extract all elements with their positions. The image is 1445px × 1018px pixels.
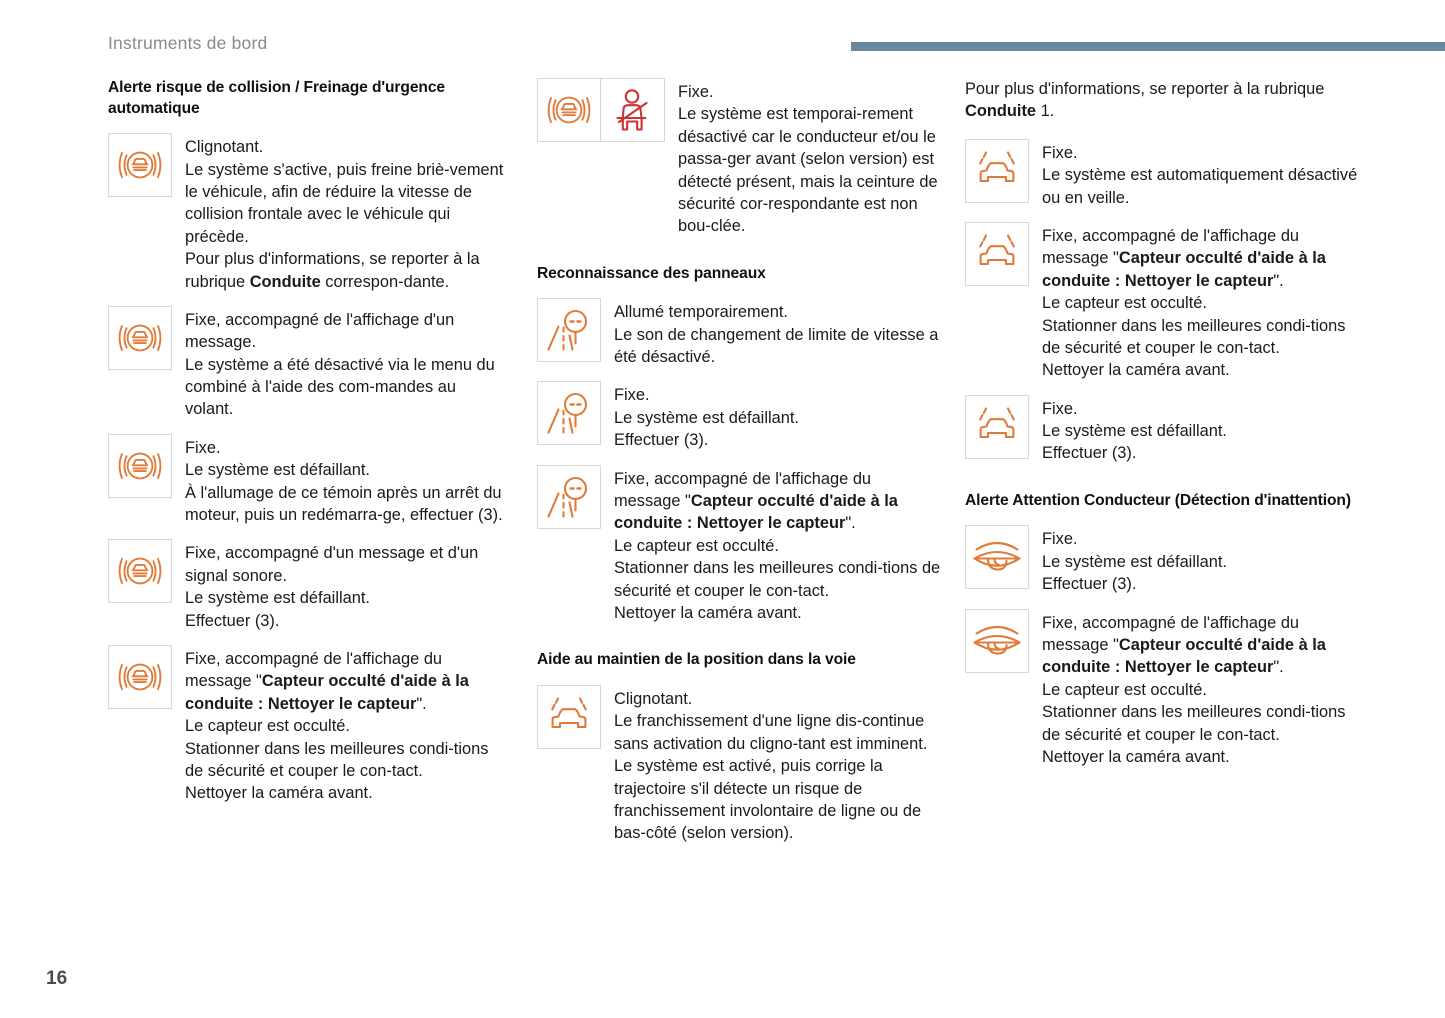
description-line: Le capteur est occulté. — [1042, 294, 1207, 313]
collision-warning-icon — [546, 87, 592, 133]
telltale-entry — [108, 645, 508, 805]
telltale-description — [614, 298, 941, 368]
lane-keeping-assist-icon-box — [965, 139, 1029, 203]
section-heading: Aide au maintien de la position dans la voie — [537, 651, 856, 669]
description-line: Nettoyer la caméra avant. — [185, 784, 373, 803]
telltale-entry — [537, 685, 941, 845]
description-line: Allumé temporairement. — [614, 303, 788, 322]
collision-warning-icon — [117, 315, 163, 361]
emphasised-message-text: Conduite — [249, 272, 321, 291]
description-line: Le système est défaillant. — [614, 408, 799, 427]
telltale-entry — [108, 306, 508, 421]
page-number: 16 — [46, 968, 68, 989]
telltale-entry — [965, 222, 1365, 382]
telltale-entry — [537, 465, 941, 625]
description-line: Le système est défaillant. — [185, 589, 370, 608]
telltale-description — [185, 434, 508, 527]
collision-warning-icon-box — [537, 78, 601, 142]
telltale-description — [185, 539, 508, 632]
description-line: Fixe. — [1042, 399, 1078, 418]
telltale-description — [1042, 395, 1365, 465]
description-line: Le système est temporai-rement désactivé car le conducteur et/ou le passa-ger avant (selon version) est détecté présent, mais la ceinture de sécurité cor-respondante est non bou-clée. — [678, 105, 938, 236]
description-line: Fixe. — [678, 83, 714, 101]
emphasised-message-text: Capteur occulté d'aide à la conduite : Nettoyer le capteur — [1042, 636, 1326, 677]
emphasised-message-text: Capteur occulté d'aide à la conduite : Nettoyer le capteur — [1042, 249, 1326, 290]
traffic-sign-recognition-icon-box — [537, 465, 601, 529]
section-heading: Reconnaissance des panneaux — [537, 264, 766, 282]
page-header-title: Instruments de bord — [108, 33, 268, 53]
traffic-sign-recognition-icon — [545, 306, 593, 354]
telltale-description — [1042, 222, 1365, 382]
telltale-icon-group — [108, 434, 172, 498]
telltale-entry — [108, 133, 508, 293]
collision-warning-icon — [117, 142, 163, 188]
telltale-icon-group — [108, 306, 172, 370]
collision-warning-icon-box — [108, 133, 172, 197]
section-heading: Alerte risque de collision / Freinage d'urgence automatique — [108, 79, 445, 117]
telltale-entry — [965, 609, 1365, 769]
description-line: Fixe. — [1042, 530, 1078, 549]
description-line: Effectuer (3). — [1042, 444, 1137, 463]
description-line: Le son de changement de limite de vitesse a été désactivé. — [614, 325, 939, 367]
telltale-entry — [537, 78, 941, 238]
description-line: Le système est défaillant. — [185, 461, 370, 480]
description-line: Le système s'active, puis freine briè-vement le véhicule, afin de réduire la vitesse de collision frontale avec le véhicule qui précède. — [185, 160, 504, 246]
description-line: Fixe, accompagné d'un message et d'un signal sonore. — [185, 544, 479, 585]
description-line: Clignotant. — [185, 138, 264, 157]
description-line: Fixe. — [1042, 143, 1078, 162]
telltale-icon-group — [537, 685, 601, 749]
header-rule — [851, 42, 1445, 51]
traffic-sign-recognition-icon-box — [537, 298, 601, 362]
telltale-entry — [965, 395, 1365, 465]
description-line: Pour plus d'informations, se reporter à la rubrique Conduite correspon-dante. — [185, 250, 480, 291]
description-line: Clignotant. — [614, 689, 693, 708]
description-line: Le système est activé, puis corrige la trajectoire s'il détecte un risque de franchissement involontaire de ligne ou de bas-côté (selon version). — [614, 757, 922, 843]
description-line: Le système est défaillant. — [1042, 422, 1227, 441]
traffic-sign-recognition-icon — [545, 389, 593, 437]
description-line: Fixe, accompagné de l'affichage du message "Capteur occulté d'aide à la conduite : Nettoyer le capteur". — [185, 649, 469, 713]
telltale-description — [1042, 525, 1365, 595]
description-line: Fixe, accompagné de l'affichage d'un message. — [185, 310, 455, 352]
description-line: Effectuer (3). — [614, 431, 709, 450]
description-line: Fixe, accompagné de l'affichage du message "Capteur occulté d'aide à la conduite : Nettoyer le capteur". — [1042, 226, 1326, 290]
telltale-description — [185, 306, 508, 421]
telltale-entry — [537, 298, 941, 368]
telltale-entry — [537, 381, 941, 451]
telltale-icon-group — [108, 645, 172, 709]
emphasised-message-text: Conduite — [965, 102, 1037, 121]
section-lead-text: Pour plus d'informations, se reporter à la rubrique Conduite 1. — [965, 80, 1325, 121]
description-line: Effectuer (3). — [185, 611, 280, 630]
description-line: Le capteur est occulté. — [1042, 680, 1207, 699]
description-line: Stationner dans les meilleures condi-tions de sécurité et couper le con-tact. — [1042, 316, 1346, 357]
description-line: Nettoyer la caméra avant. — [614, 604, 802, 622]
telltale-icon-group — [965, 395, 1029, 459]
driver-attention-eye-icon — [972, 621, 1022, 661]
telltale-icon-group — [965, 139, 1029, 203]
description-line: Nettoyer la caméra avant. — [1042, 361, 1230, 380]
telltale-description — [614, 465, 941, 625]
emphasised-message-text: Capteur occulté d'aide à la conduite : Nettoyer le capteur — [614, 492, 898, 533]
lane-keeping-assist-icon — [545, 695, 593, 739]
description-line: Stationner dans les meilleures condi-tions de sécurité et couper le con-tact. — [185, 739, 489, 780]
collision-warning-icon-box — [108, 539, 172, 603]
telltale-icon-group — [965, 222, 1029, 286]
seatbelt-unfastened-icon — [611, 87, 655, 133]
telltale-icon-group — [965, 609, 1029, 673]
telltale-description — [678, 78, 941, 238]
description-line: Fixe. — [614, 386, 650, 405]
lane-keeping-assist-icon-box — [965, 222, 1029, 286]
telltale-entry — [965, 139, 1365, 209]
telltale-icon-group — [965, 525, 1029, 589]
driver-attention-eye-icon — [972, 537, 1022, 577]
telltale-entry — [965, 525, 1365, 595]
lane-keeping-assist-icon — [973, 232, 1021, 276]
description-line: Fixe. — [185, 438, 221, 457]
description-line: À l'allumage de ce témoin après un arrêt du moteur, puis un redémarra-ge, effectuer (3). — [185, 483, 503, 525]
description-line: Le système est défaillant. — [1042, 552, 1227, 571]
content-column-1 — [108, 78, 508, 818]
driver-attention-eye-icon-box — [965, 525, 1029, 589]
collision-warning-icon — [117, 443, 163, 489]
seatbelt-unfastened-icon-box — [601, 78, 665, 142]
telltale-icon-group — [537, 381, 601, 445]
description-line: Le franchissement d'une ligne dis-continue sans activation du cligno-tant est imminent. — [614, 712, 928, 753]
traffic-sign-recognition-icon-box — [537, 381, 601, 445]
lane-keeping-assist-icon — [973, 405, 1021, 449]
telltale-icon-group — [537, 465, 601, 529]
telltale-icon-group — [537, 298, 601, 362]
telltale-description — [614, 685, 941, 845]
telltale-entry — [108, 434, 508, 527]
lane-keeping-assist-icon-box — [965, 395, 1029, 459]
collision-warning-icon — [117, 654, 163, 700]
description-line: Stationner dans les meilleures condi-tions de sécurité et couper le con-tact. — [1042, 703, 1346, 744]
description-line: Fixe, accompagné de l'affichage du message "Capteur occulté d'aide à la conduite : Nettoyer le capteur". — [614, 469, 898, 533]
content-column-2 — [537, 78, 941, 858]
collision-warning-icon-box — [108, 306, 172, 370]
content-column-3 — [965, 78, 1365, 781]
telltale-icon-group — [108, 539, 172, 603]
description-line: Fixe, accompagné de l'affichage du message "Capteur occulté d'aide à la conduite : Nettoyer le capteur". — [1042, 613, 1326, 677]
emphasised-message-text: Capteur occulté d'aide à la conduite : Nettoyer le capteur — [185, 672, 469, 713]
telltale-icon-group — [108, 133, 172, 197]
description-line: Le capteur est occulté. — [185, 717, 350, 736]
collision-warning-icon-box — [108, 645, 172, 709]
driver-attention-eye-icon-box — [965, 609, 1029, 673]
description-line: Stationner dans les meilleures condi-tions de sécurité et couper le con-tact. — [614, 559, 941, 600]
telltale-icon-group — [537, 78, 665, 142]
telltale-description — [1042, 139, 1365, 209]
telltale-description — [185, 133, 508, 293]
telltale-entry — [108, 539, 508, 632]
description-line: Le système a été désactivé via le menu du combiné à l'aide des com-mandes au volant. — [185, 355, 495, 419]
telltale-description — [185, 645, 508, 805]
description-line: Nettoyer la caméra avant. — [1042, 747, 1230, 766]
description-line: Effectuer (3). — [1042, 575, 1137, 594]
traffic-sign-recognition-icon — [545, 473, 593, 521]
description-line: Le système est automatiquement désactivé ou en veille. — [1042, 166, 1358, 207]
description-line: Le capteur est occulté. — [614, 536, 779, 555]
collision-warning-icon — [117, 548, 163, 594]
telltale-description — [614, 381, 941, 451]
section-heading: Alerte Attention Conducteur (Détection d'inattention) — [965, 491, 1351, 509]
lane-keeping-assist-icon — [973, 149, 1021, 193]
telltale-description — [1042, 609, 1365, 769]
collision-warning-icon-box — [108, 434, 172, 498]
lane-keeping-assist-icon-box — [537, 685, 601, 749]
